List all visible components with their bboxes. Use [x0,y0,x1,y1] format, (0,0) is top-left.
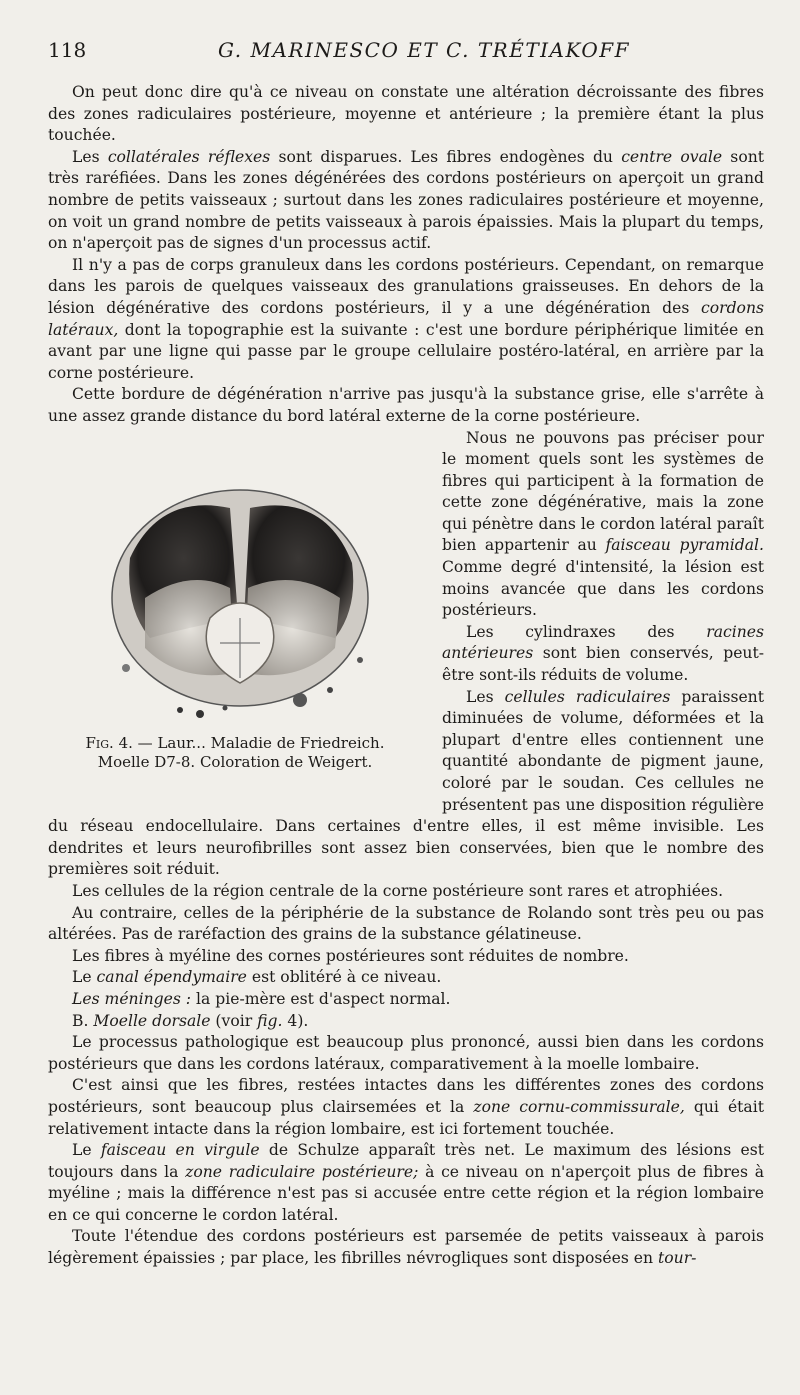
running-head: G. MARINESCO ET C. TRÉTIAKOFF [218,38,631,62]
paragraph: Les cylindraxes des racines antérieures sont bien conservés, peut-être sont-ils réduits de volume. [442,622,764,685]
section-heading: B. Moelle dorsale (voir fig. 4). [72,1011,309,1030]
paragraph: Les cellules de la région centrale de la corne postérieure sont rares et atrophiées. [72,881,724,900]
figure-caption: Fig. 4. — Laur... Maladie de Friedreich. Moelle D7-8. Coloration de Weigert. [85,733,385,771]
spinal-cord-section-image [90,468,390,728]
paragraph: Le canal épendymaire est oblitéré à ce niveau. [72,968,442,987]
paragraph: Les cellules radiculaires paraissent diminuées de volume, déformées et la plupart d'entre elles contiennent une quantité abondante de pigment jaune, coloré par le soudan. Ces cellules ne présentent pas une disposition régulière du réseau endocellulaire. Dans certaines d'entre elles, il est même invisible. Les dendrites et leurs neurofibrilles sont assez bien conservées, bien que le nombre des premières soit réduit. [48,687,764,879]
page-header [48,38,760,68]
page-number: 118 [48,38,87,62]
body-text [48,82,764,1270]
paragraph: Cette bordure de dégénération n'arrive pas jusqu'à la substance grise, elle s'arrête à une assez grande distance du bord latéral externe de la corne postérieure. [48,385,764,425]
paragraph: Les méninges : la pie-mère est d'aspect normal. [72,989,451,1008]
paragraph: Les fibres à myéline des cornes postérieures sont réduites de nombre. [72,946,629,965]
paragraph: Les collatérales réflexes sont disparues. Les fibres endogènes du centre ovale sont très raréfiées. Dans les zones dégénérées des cordons postérieurs on aperçoit un grand nombre de petits vaisseaux ; surtout dans les zones radiculaires postérieure et moyenne, on voit un grand nombre de petits vaisseaux à parois épaissies. Mais la plupart du temps, on n'aperçoit pas de signes d'un processus actif. [48,147,765,253]
paragraph: Il n'y a pas de corps granuleux dans les cordons postérieurs. Cependant, on remarque dans les parois de quelques vaisseaux des granulations graisseuses. En dehors de la lésion dégénérative des cordons postérieurs, il y a une dégénération des cordons latéraux, dont la topographie est la suivante : c'est une bordure périphérique limitée en avant par une ligne qui passe par le groupe cellulaire postéro-latéral, en arrière par la corne postérieure. [48,255,764,382]
paragraph: Au contraire, celles de la périphérie de la substance de Rolando sont très peu ou pas altérées. Pas de raréfaction des grains de la substance gélatineuse. [48,903,764,944]
paragraph: Nous ne pouvons pas préciser pour le moment quels sont les systèmes de fibres qui participent à la formation de cette zone dégénérative, mais la zone qui pénètre dans le cordon latéral paraît bien appartenir au faisceau pyramidal. Comme degré d'intensité, la lésion est moins avancée que dans les cordons postérieurs. [442,428,764,620]
figure-4 [40,434,430,806]
paragraph: Toute l'étendue des cordons postérieurs est parsemée de petits vaisseaux à parois légèrement épaissies ; par place, les fibrilles névrogliques sont disposées en tour- [48,1227,764,1268]
paragraph: Le processus pathologique est beaucoup plus prononcé, aussi bien dans les cordons postérieurs que dans les cordons latéraux, comparativement à la moelle lombaire. [48,1033,764,1073]
paragraph: C'est ainsi que les fibres, restées intactes dans les différentes zones des cordons postérieurs, sont beaucoup plus clairsemées et la zone cornu-commissurale, qui était relativement intacte dans la région lombaire, est ici fortement touchée. [48,1076,764,1138]
paragraph: Le faisceau en virgule de Schulze apparaît très net. Le maximum des lésions est toujours dans la zone radiculaire postérieure; à ce niveau on n'aperçoit plus de fibres à myéline ; mais la différence n'est pas si accusée entre cette région et la région lombaire en ce qui concerne le cordon latéral. [48,1141,765,1224]
paragraph: On peut donc dire qu'à ce niveau on constate une altération décroissante des fibres des zones radiculaires postérieure, moyenne et antérieure ; la première étant la plus touchée. [48,83,764,145]
